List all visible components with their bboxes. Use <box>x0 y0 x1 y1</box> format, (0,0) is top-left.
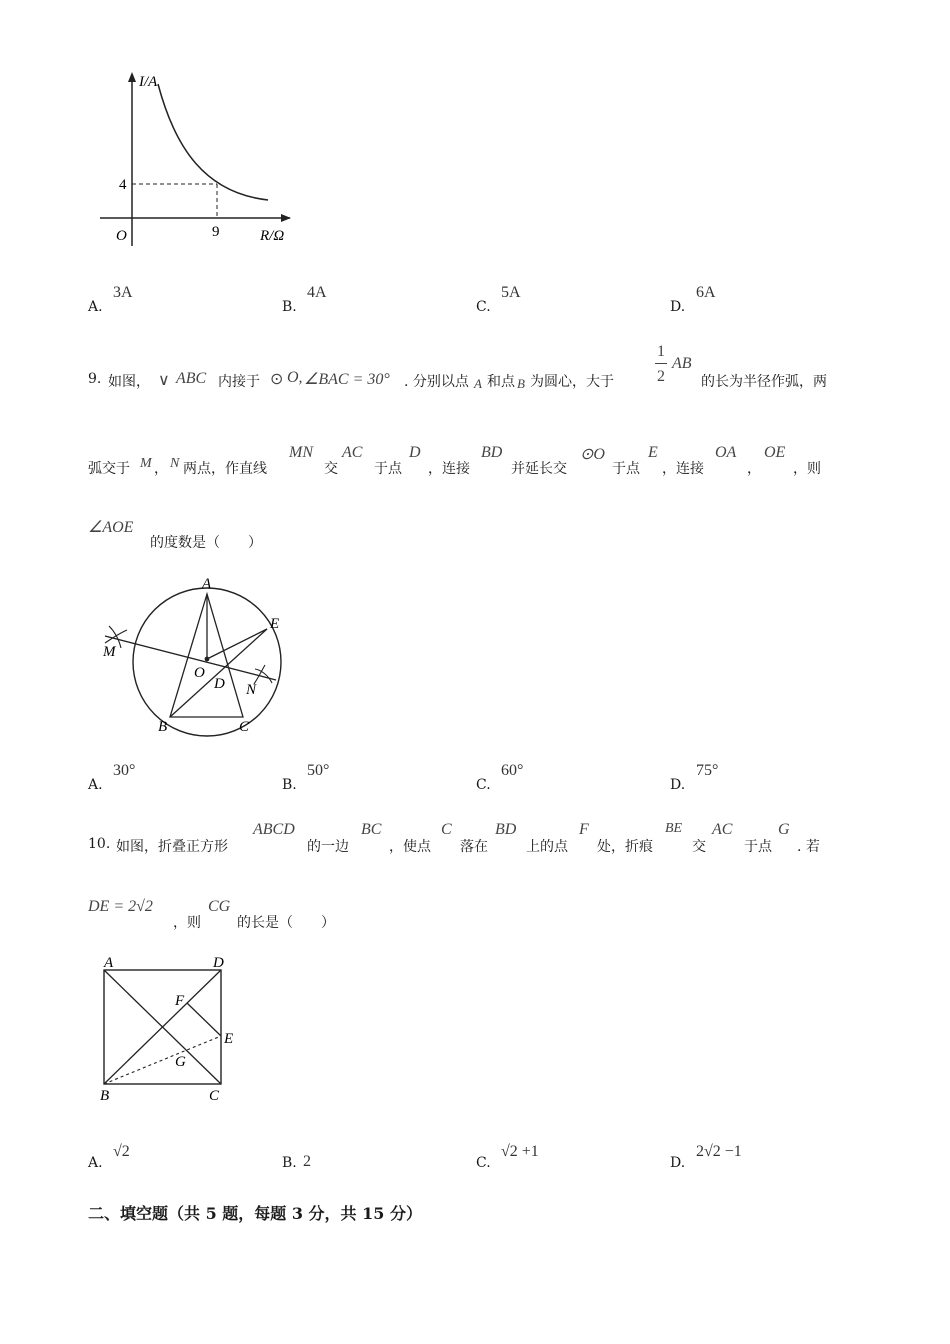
q10-math: CG <box>208 898 231 915</box>
q9-math: O, <box>287 369 303 386</box>
fold-line-be <box>104 1036 221 1084</box>
q10-option-b-letter: B. <box>282 1155 297 1171</box>
label-n: N <box>246 682 257 698</box>
label-d: D <box>214 676 225 692</box>
label-m: M <box>103 644 116 660</box>
label-e: E <box>224 1031 234 1047</box>
q8-option-d-value: 6A <box>696 284 716 301</box>
q9-text: ， <box>747 461 761 477</box>
q10-math: F <box>579 821 589 838</box>
q10-text: 于点 <box>744 839 772 855</box>
q9-text: 于点 <box>612 461 640 477</box>
label-b: B <box>100 1088 110 1104</box>
q9-option-c-letter: C. <box>476 777 491 793</box>
segment-be <box>170 629 267 717</box>
q9-circle-symbol: ⊙ <box>270 371 284 388</box>
q9-math: AC <box>342 444 363 461</box>
q9-math: E <box>648 444 658 461</box>
q9-math: MN <box>289 444 313 461</box>
q10-text: 的长是（ ） <box>237 915 335 931</box>
q9-text: 两点，作直线 <box>183 461 267 477</box>
q9-number: 9. <box>88 371 102 387</box>
current-resistance-graph <box>95 68 305 248</box>
label-c: C <box>239 719 250 735</box>
q9-fraction-numerator: 1 <box>657 343 665 360</box>
q10-square-figure <box>95 950 245 1105</box>
q10-option-d-letter: D. <box>670 1155 686 1171</box>
q10-math: ABCD <box>253 821 295 838</box>
q10-math: BE <box>665 821 683 836</box>
q9-circle-figure <box>95 570 290 740</box>
q10-math: BC <box>361 821 382 838</box>
q9-math: A <box>474 376 482 391</box>
q8-option-b-value: 4A <box>307 284 327 301</box>
q10-text: 上的点 <box>526 839 568 855</box>
q9-text: 的长为半径作弧，两 <box>701 374 827 390</box>
q9-text: 如图， <box>108 374 150 390</box>
q10-math: G <box>778 821 790 838</box>
label-c: C <box>209 1088 220 1104</box>
q9-math: D <box>409 444 421 461</box>
center-dot <box>205 657 210 662</box>
q9-option-c-value: 60° <box>501 762 524 779</box>
q10-number: 10. <box>88 836 111 852</box>
q10-text: 如图，折叠正方形 <box>116 839 228 855</box>
q8-option-c-letter: C. <box>476 299 491 315</box>
q9-option-d-letter: D. <box>670 777 686 793</box>
label-f: F <box>175 993 185 1009</box>
x-axis-arrow-icon <box>281 214 291 222</box>
section-2-heading: 二、填空题（共 5 题，每题 3 分，共 15 分） <box>88 1204 422 1223</box>
q10-text: 的一边 <box>307 839 349 855</box>
q9-math: ABC <box>176 370 207 387</box>
q9-option-b-value: 50° <box>307 762 330 779</box>
q10-de-equation: DE = 2√2 <box>88 898 153 915</box>
q9-angle-aoe: ∠AOE <box>88 519 134 536</box>
q9-math: M <box>140 456 152 471</box>
q10-text: ，使点 <box>389 839 431 855</box>
q9-text: 于点 <box>374 461 402 477</box>
q9-text: . 分别以点 <box>404 374 469 390</box>
q9-fraction-denominator: 2 <box>657 368 665 385</box>
q9-option-d-value: 75° <box>696 762 719 779</box>
q9-text: ，则 <box>793 461 821 477</box>
q9-text: 的度数是（ ） <box>150 535 262 551</box>
q9-math: OE <box>764 444 786 461</box>
q10-option-a-letter: A. <box>88 1155 103 1171</box>
q9-text: 并延长交 <box>511 461 567 477</box>
q9-option-a-letter: A. <box>88 777 103 793</box>
q10-math: AC <box>712 821 733 838</box>
label-o: O <box>194 665 205 681</box>
label-b: B <box>158 719 168 735</box>
q10-math: BD <box>495 821 517 838</box>
q8-option-d-letter: D. <box>670 299 686 315</box>
q9-option-b-letter: B. <box>282 777 297 793</box>
y-axis-arrow-icon <box>128 72 136 82</box>
q10-math: C <box>441 821 452 838</box>
q10-option-b-value: 2 <box>303 1153 311 1170</box>
q9-math: ⊙O <box>580 446 605 463</box>
q9-text: ，连接 <box>662 461 704 477</box>
arc-n-1 <box>255 669 272 683</box>
label-a: A <box>202 576 212 592</box>
q10-option-d-value: 2√2 −1 <box>696 1143 742 1160</box>
q10-text: 处，折痕 <box>597 839 653 855</box>
q9-text: 和点 <box>487 374 515 390</box>
q9-math: OA <box>715 444 737 461</box>
y-tick-label: 4 <box>119 177 127 193</box>
q9-text: 弧交于 <box>88 461 130 477</box>
q9-text: 内接于 <box>218 374 260 390</box>
label-a: A <box>104 955 114 971</box>
y-axis-label: I/A <box>139 74 158 90</box>
q9-math: N <box>170 456 180 471</box>
q10-option-a-value: √2 <box>113 1143 130 1160</box>
q8-option-a-value: 3A <box>113 284 133 301</box>
q9-fraction-bar <box>655 363 667 364</box>
q9-text: ，连接 <box>428 461 470 477</box>
q9-math: BD <box>481 444 503 461</box>
q9-math: B <box>517 376 525 391</box>
label-g: G <box>175 1054 186 1070</box>
x-tick-label: 9 <box>212 224 220 240</box>
q10-text: 交 <box>692 839 706 855</box>
inverse-curve <box>158 84 268 200</box>
q9-text: 为圆心，大于 <box>530 374 614 390</box>
line-mn <box>105 636 276 680</box>
q10-text: . 若 <box>797 839 820 855</box>
origin-label: O <box>116 228 127 244</box>
q8-option-a-letter: A. <box>88 299 103 315</box>
q9-option-a-value: 30° <box>113 762 136 779</box>
label-e: E <box>270 616 280 632</box>
q10-text: ，则 <box>173 915 201 931</box>
q9-text: 交 <box>324 461 338 477</box>
label-d: D <box>213 955 224 971</box>
q8-option-b-letter: B. <box>282 299 297 315</box>
q9-text: ， <box>154 461 168 477</box>
segment-fe <box>187 1003 221 1036</box>
q8-option-c-value: 5A <box>501 284 521 301</box>
q10-text: 落在 <box>460 839 488 855</box>
q9-triangle-symbol: ∨ <box>158 372 170 389</box>
q10-option-c-letter: C. <box>476 1155 491 1171</box>
segment-oe <box>207 629 267 659</box>
q9-math: AB <box>672 355 692 372</box>
q10-option-c-value: √2 +1 <box>501 1143 539 1160</box>
q9-angle-bac: ∠BAC = 30° <box>304 371 390 388</box>
x-axis-label: R/Ω <box>260 228 285 244</box>
